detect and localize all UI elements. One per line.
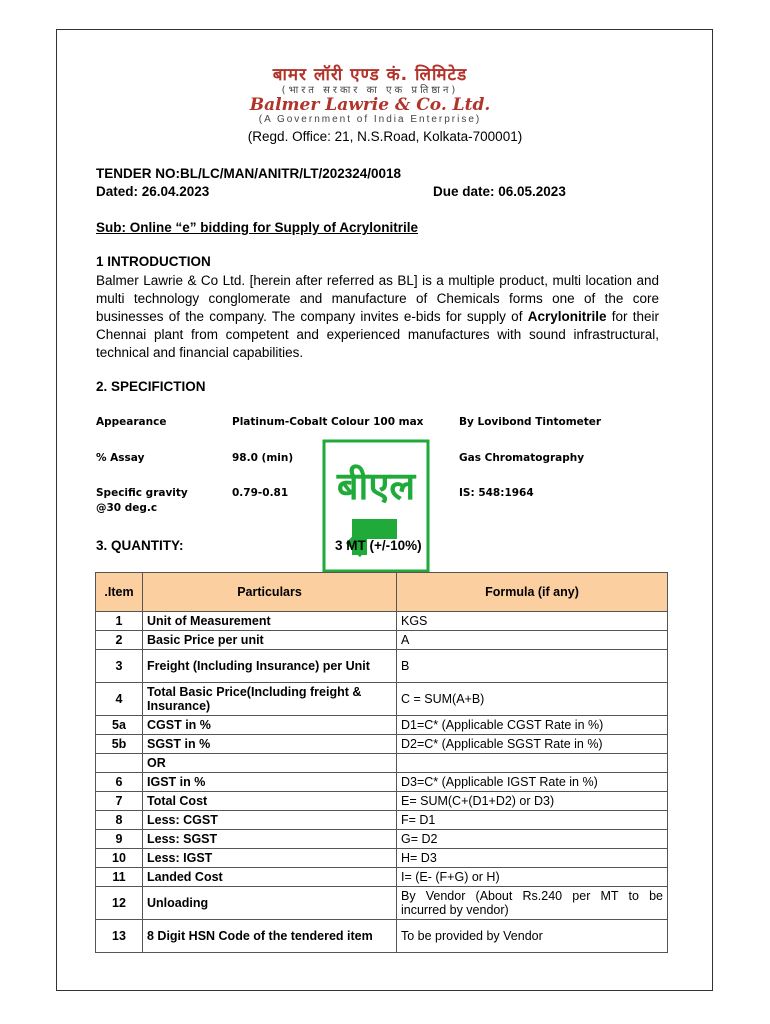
item-particular: SGST in % — [143, 735, 397, 754]
tender-dated: Dated: 26.04.2023 — [96, 184, 210, 199]
spec-param: Specific gravity @30 deg.c — [96, 487, 188, 514]
item-formula: F= D1 — [397, 811, 668, 830]
item-number: 6 — [96, 773, 143, 792]
item-formula: G= D2 — [397, 830, 668, 849]
company-logo — [215, 65, 525, 125]
item-particular: Unit of Measurement — [143, 612, 397, 631]
watermark-text: बीएल — [336, 464, 416, 508]
spec-value: 98.0 (min) — [232, 452, 294, 464]
item-particular: Freight (Including Insurance) per Unit — [143, 650, 397, 683]
registered-office: (Regd. Office: 21, N.S.Road, Kolkata-700001) — [247, 129, 523, 144]
item-formula: By Vendor (About Rs.240 per MT to be incurred by vendor) — [397, 887, 668, 920]
item-number: 5b — [96, 735, 143, 754]
column-header-particulars: Particulars — [143, 573, 397, 612]
item-formula: E= SUM(C+(D1+D2) or D3) — [397, 792, 668, 811]
logo-english-name: Balmer Lawrie & Co. Ltd. — [249, 95, 491, 115]
item-particular: 8 Digit HSN Code of the tendered item — [143, 920, 397, 953]
item-number: 13 — [96, 920, 143, 953]
item-number: 10 — [96, 849, 143, 868]
table-row — [96, 612, 668, 631]
item-formula: C = SUM(A+B) — [397, 683, 668, 716]
table-row — [96, 716, 668, 735]
item-formula: H= D3 — [397, 849, 668, 868]
item-number — [96, 754, 143, 773]
item-formula: A — [397, 631, 668, 650]
quantity-heading: 3. QUANTITY: — [96, 538, 184, 553]
column-header-item: .Item — [96, 573, 143, 612]
table-row — [96, 920, 668, 953]
table-row — [96, 811, 668, 830]
item-formula: I= (E- (F+G) or H) — [397, 868, 668, 887]
item-particular: IGST in % — [143, 773, 397, 792]
spec-param: % Assay — [96, 452, 145, 464]
item-formula: D3=C* (Applicable IGST Rate in %) — [397, 773, 668, 792]
item-number: 1 — [96, 612, 143, 631]
table-row — [96, 792, 668, 811]
table-row — [96, 683, 668, 716]
item-particular: OR — [143, 754, 397, 773]
item-particular: Less: SGST — [143, 830, 397, 849]
table-row — [96, 650, 668, 683]
table-row — [96, 773, 668, 792]
column-header-formula: Formula (if any) — [397, 573, 668, 612]
item-number: 11 — [96, 868, 143, 887]
table-row — [96, 868, 668, 887]
intro-product-name: Acrylonitrile — [527, 309, 607, 324]
item-number: 12 — [96, 887, 143, 920]
item-number: 8 — [96, 811, 143, 830]
item-formula: KGS — [397, 612, 668, 631]
logo-hindi-name: बामर लॉरी एण्ड कं. लिमिटेड — [272, 65, 468, 85]
tender-number: TENDER NO:BL/LC/MAN/ANITR/LT/202324/0018 — [96, 166, 402, 181]
item-particular: Total Cost — [143, 792, 397, 811]
item-particular: Landed Cost — [143, 868, 397, 887]
item-number: 7 — [96, 792, 143, 811]
spec-param: Appearance — [96, 416, 167, 428]
item-number: 5a — [96, 716, 143, 735]
item-particular: Total Basic Price(Including freight & Insurance) — [143, 683, 397, 716]
tender-due-date: Due date: 06.05.2023 — [433, 184, 566, 199]
table-row — [96, 631, 668, 650]
item-number: 2 — [96, 631, 143, 650]
table-row — [96, 849, 668, 868]
item-formula — [397, 754, 668, 773]
table-row — [96, 887, 668, 920]
price-bid-table — [95, 572, 668, 953]
table-row — [96, 830, 668, 849]
table-header-row — [96, 573, 668, 612]
table-row — [96, 735, 668, 754]
item-particular: Less: IGST — [143, 849, 397, 868]
spec-method: Gas Chromatography — [459, 452, 585, 464]
intro-text-part2: for their Chennai plant from competent and experienced manufactures with sound infrastructural, technical and financial capabilities. — [96, 309, 659, 360]
spec-method: IS: 548:1964 — [459, 487, 534, 499]
item-formula: D1=C* (Applicable CGST Rate in %) — [397, 716, 668, 735]
logo-english-subtitle: (A Government of India Enterprise) — [258, 114, 482, 125]
item-number: 9 — [96, 830, 143, 849]
logo-hindi-subtitle: (भारत सरकार का एक प्रतिष्ठान) — [281, 85, 459, 96]
introduction-paragraph — [96, 272, 659, 362]
table-row — [96, 754, 668, 773]
introduction-heading: 1 INTRODUCTION — [96, 254, 211, 269]
spec-method: By Lovibond Tintometer — [459, 416, 602, 428]
item-particular: Less: CGST — [143, 811, 397, 830]
spec-value: Platinum-Cobalt Colour 100 max — [232, 416, 424, 428]
item-number: 4 — [96, 683, 143, 716]
item-formula: D2=C* (Applicable SGST Rate in %) — [397, 735, 668, 754]
item-particular: Unloading — [143, 887, 397, 920]
item-formula: To be provided by Vendor — [397, 920, 668, 953]
item-formula: B — [397, 650, 668, 683]
spec-value: 0.79-0.81 — [232, 487, 289, 499]
item-particular: CGST in % — [143, 716, 397, 735]
intro-text-part1: Balmer Lawrie & Co Ltd. [herein after referred as BL] is a multiple product, multi location and multi technology conglomerate and manufacture of Chemicals forms one of the core businesses of the company. The company invites e-bids for supply of — [96, 273, 659, 324]
item-particular: Basic Price per unit — [143, 631, 397, 650]
item-number: 3 — [96, 650, 143, 683]
tender-subject: Sub: Online “e” bidding for Supply of Acrylonitrile — [96, 220, 419, 235]
specification-heading: 2. SPECIFICTION — [96, 379, 206, 394]
quantity-value: 3 MT (+/-10%) — [335, 538, 422, 553]
